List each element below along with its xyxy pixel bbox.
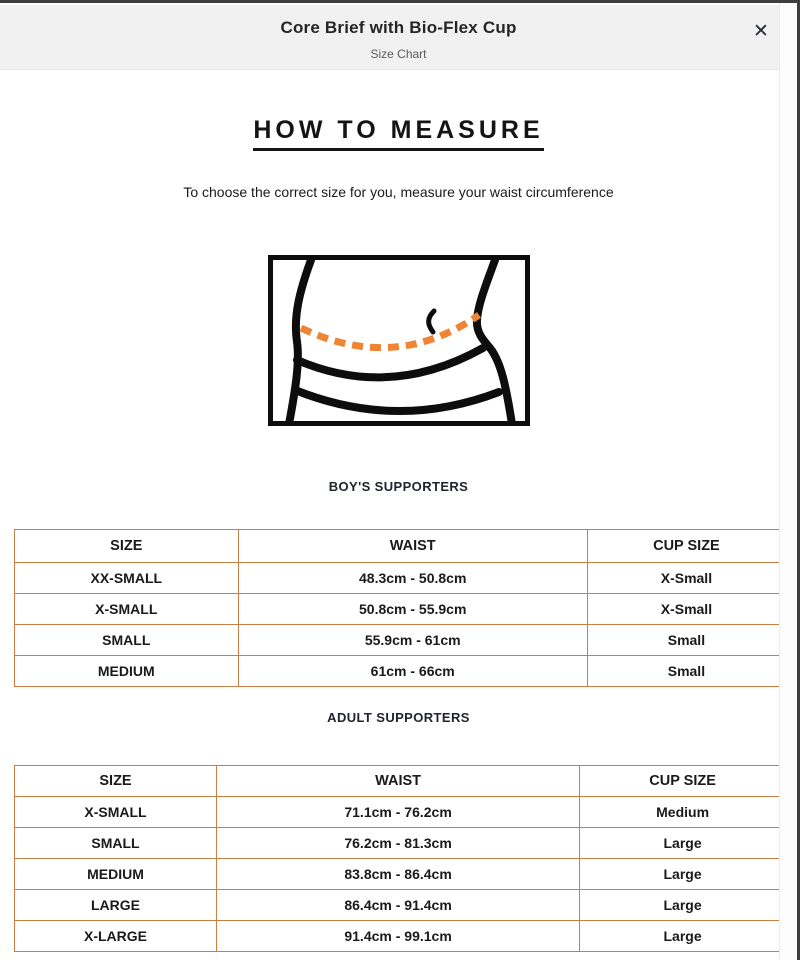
column-header-waist: WAIST	[238, 530, 587, 563]
cup-size-cell: Small	[587, 625, 785, 656]
size-cell: MEDIUM	[15, 656, 239, 687]
column-header-size: SIZE	[15, 530, 239, 563]
table-header-row	[15, 530, 786, 563]
cup-size-cell: X-Small	[587, 594, 785, 625]
table-row	[15, 828, 786, 859]
column-header-cup-size: CUP SIZE	[587, 530, 785, 563]
cup-size-cell: Medium	[580, 797, 786, 828]
waist-cell: 86.4cm - 91.4cm	[217, 890, 580, 921]
modal-body	[0, 116, 797, 952]
cup-size-cell: Large	[580, 921, 786, 952]
table-row	[15, 859, 786, 890]
cup-size-cell: Large	[580, 828, 786, 859]
close-icon[interactable]: ✕	[747, 17, 775, 45]
waist-cell: 83.8cm - 86.4cm	[217, 859, 580, 890]
waist-cell: 50.8cm - 55.9cm	[238, 594, 587, 625]
size-cell: LARGE	[15, 890, 217, 921]
waist-measurement-diagram	[268, 255, 530, 426]
table-row	[15, 797, 786, 828]
scrollbar-track[interactable]	[779, 3, 797, 960]
boys-supporters-caption: BOY'S SUPPORTERS	[328, 479, 469, 494]
size-cell: X-SMALL	[15, 797, 217, 828]
adult-supporters-table	[14, 765, 786, 952]
table-row	[15, 563, 786, 594]
column-header-cup-size: CUP SIZE	[580, 766, 786, 797]
size-cell: XX-SMALL	[15, 563, 239, 594]
waist-cell: 91.4cm - 99.1cm	[217, 921, 580, 952]
table-row	[15, 921, 786, 952]
boys-supporters-table	[14, 529, 786, 687]
size-cell: SMALL	[15, 828, 217, 859]
waist-cell: 61cm - 66cm	[238, 656, 587, 687]
column-header-waist: WAIST	[217, 766, 580, 797]
table-row	[15, 656, 786, 687]
cup-size-cell: Large	[580, 859, 786, 890]
waist-cell: 76.2cm - 81.3cm	[217, 828, 580, 859]
table-row	[15, 594, 786, 625]
size-cell: X-SMALL	[15, 594, 239, 625]
modal-subtitle: Size Chart	[370, 47, 427, 61]
size-cell: MEDIUM	[15, 859, 217, 890]
table-header-row	[15, 766, 786, 797]
adult-supporters-caption: ADULT SUPPORTERS	[327, 710, 470, 725]
waist-cell: 55.9cm - 61cm	[238, 625, 587, 656]
cup-size-cell: Large	[580, 890, 786, 921]
cup-size-cell: X-Small	[587, 563, 785, 594]
measure-instruction: To choose the correct size for you, measure your waist circumference	[183, 184, 614, 200]
size-cell: X-LARGE	[15, 921, 217, 952]
table-row	[15, 625, 786, 656]
waist-cell: 71.1cm - 76.2cm	[217, 797, 580, 828]
how-to-measure-heading: HOW TO MEASURE	[253, 116, 543, 151]
table-row	[15, 890, 786, 921]
modal-title: Core Brief with Bio-Flex Cup	[280, 18, 517, 37]
cup-size-cell: Small	[587, 656, 785, 687]
size-cell: SMALL	[15, 625, 239, 656]
modal-header	[0, 5, 797, 70]
column-header-size: SIZE	[15, 766, 217, 797]
waist-cell: 48.3cm - 50.8cm	[238, 563, 587, 594]
